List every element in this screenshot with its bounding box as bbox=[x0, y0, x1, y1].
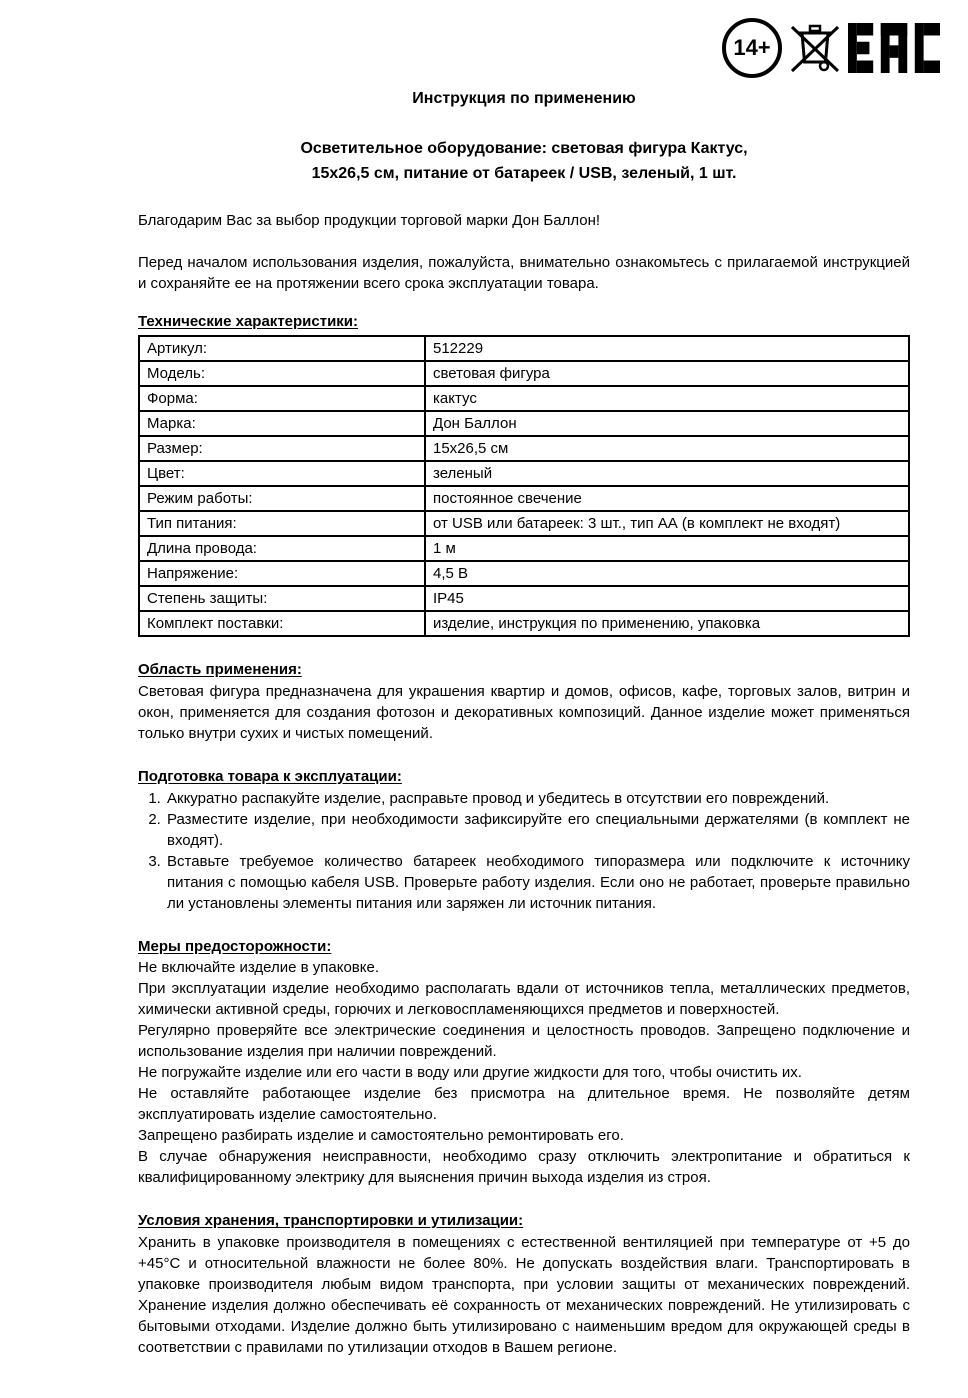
product-subtitle-line1: Осветительное оборудование: световая фигура Кактус, bbox=[300, 140, 748, 157]
spec-label: Размер: bbox=[139, 436, 425, 461]
spec-label: Напряжение: bbox=[139, 561, 425, 586]
document-title: Инструкция по применению bbox=[412, 90, 636, 107]
spec-row-model bbox=[139, 361, 909, 386]
spec-value: изделие, инструкция по применению, упаковка bbox=[425, 611, 909, 636]
age-14-plus-icon bbox=[722, 18, 782, 78]
spec-label: Режим работы: bbox=[139, 486, 425, 511]
preparation-step: 3. Вставьте требуемое количество батареек необходимого типоразмера или подключите к источнику питания с помощью кабеля USB. Проверьте работу изделия. Если оно не работает, проверьте правильно ли установлены элементы питания или заряжен ли источник питания. bbox=[165, 851, 910, 914]
spec-row-cord-length bbox=[139, 536, 909, 561]
spec-row-color bbox=[139, 461, 909, 486]
spec-value: 1 м bbox=[425, 536, 909, 561]
spec-row-voltage bbox=[139, 561, 909, 586]
spec-label: Степень защиты: bbox=[139, 586, 425, 611]
spec-label: Марка: bbox=[139, 411, 425, 436]
age-rating-text: 14+ bbox=[733, 35, 771, 60]
spec-row-size bbox=[139, 436, 909, 461]
spec-row-package bbox=[139, 611, 909, 636]
precaution-paragraph: Не погружайте изделие или его части в воду или другие жидкости для того, чтобы очистить их. bbox=[138, 1064, 802, 1081]
precaution-paragraph: При эксплуатации изделие необходимо располагать вдали от источников тепла, металлических предметов, химически активной среды, горючих и легковоспламеняющихся предметов и поверхностей. bbox=[138, 980, 910, 1018]
spec-value: кактус bbox=[425, 386, 909, 411]
document-body bbox=[138, 210, 910, 1358]
spec-label: Длина провода: bbox=[139, 536, 425, 561]
preparation-steps-list bbox=[138, 788, 910, 914]
spec-label: Артикул: bbox=[139, 336, 425, 361]
spec-label: Комплект поставки: bbox=[139, 611, 425, 636]
spec-value: IP45 bbox=[425, 586, 909, 611]
spec-value: постоянное свечение bbox=[425, 486, 909, 511]
spec-label: Модель: bbox=[139, 361, 425, 386]
preparation-heading: Подготовка товара к эксплуатации: bbox=[138, 768, 402, 785]
preparation-step: 1. Аккуратно распакуйте изделие, расправьте провод и убедитесь в отсутствии его повреждений. bbox=[165, 788, 910, 809]
storage-body: Хранить в упаковке производителя в помещениях с естественной вентиляцией при температуре от +5 до +45°С и относительной влажности не более 80%. Не допускать воздействия влаги. Транспортировать в упаковке производителя любым видом транспорта, при условии защиты от механических повреждений. Хранение изделия должно обеспечивать её сохранность от механических повреждений. Не утилизировать с бытовыми отходами. Изделие должно быть утилизировано с наименьшим вредом для окружающей среды в соответствии с правилами по утилизации отходов в Вашем регионе. bbox=[138, 1234, 910, 1356]
certification-badges bbox=[722, 18, 940, 78]
spec-row-protection bbox=[139, 586, 909, 611]
precaution-paragraph: Не включайте изделие в упаковке. bbox=[138, 959, 380, 976]
product-subtitle bbox=[138, 136, 910, 186]
specs-heading: Технические характеристики: bbox=[138, 313, 359, 330]
spec-label: Форма: bbox=[139, 386, 425, 411]
eac-mark-icon bbox=[848, 23, 940, 73]
intro-thanks-paragraph: Благодарим Вас за выбор продукции торговой марки Дон Баллон! bbox=[138, 212, 601, 229]
spec-value: 512229 bbox=[425, 336, 909, 361]
preparation-step: 2. Разместите изделие, при необходимости зафиксируйте его специальными держателями (в комплект не входят). bbox=[165, 809, 910, 851]
precautions-heading: Меры предосторожности: bbox=[138, 938, 332, 955]
spec-label: Цвет: bbox=[139, 461, 425, 486]
product-subtitle-line2: 15х26,5 см, питание от батареек / USB, зеленый, 1 шт. bbox=[311, 165, 737, 182]
spec-row-shape bbox=[139, 386, 909, 411]
storage-heading: Условия хранения, транспортировки и утилизации: bbox=[138, 1212, 524, 1229]
precaution-paragraph: Регулярно проверяйте все электрические соединения и целостность проводов. Запрещено подключение и использование изделия при наличии повреждений. bbox=[138, 1022, 910, 1060]
spec-value: зеленый bbox=[425, 461, 909, 486]
application-body: Световая фигура предназначена для украшения квартир и домов, офисов, кафе, торговых залов, витрин и окон, применяется для создания фотозон и декоративных композиций. Данное изделие может применяться только внутри сухих и чистых помещений. bbox=[138, 683, 910, 742]
spec-row-power-type bbox=[139, 511, 909, 536]
spec-value: 15х26,5 см bbox=[425, 436, 909, 461]
spec-label: Тип питания: bbox=[139, 511, 425, 536]
application-heading: Область применения: bbox=[138, 661, 302, 678]
precaution-paragraph: Запрещено разбирать изделие и самостоятельно ремонтировать его. bbox=[138, 1127, 624, 1144]
spec-value: от USB или батареек: 3 шт., тип АА (в комплект не входят) bbox=[425, 511, 909, 536]
spec-row-mode bbox=[139, 486, 909, 511]
spec-value: 4,5 В bbox=[425, 561, 909, 586]
weee-crossed-bin-icon bbox=[790, 20, 840, 76]
spec-row-brand bbox=[139, 411, 909, 436]
precaution-paragraph: В случае обнаружения неисправности, необходимо сразу отключить электропитание и обратиться к квалифицированному электрику для выяснения причин выхода изделия из строя. bbox=[138, 1148, 910, 1186]
spec-value: световая фигура bbox=[425, 361, 909, 386]
spec-row-article bbox=[139, 336, 909, 361]
spec-value: Дон Баллон bbox=[425, 411, 909, 436]
precaution-paragraph: Не оставляйте работающее изделие без присмотра на длительное время. Не позволяйте детям эксплуатировать изделие самостоятельно. bbox=[138, 1085, 910, 1123]
specs-table bbox=[138, 335, 910, 637]
intro-read-paragraph: Перед началом использования изделия, пожалуйста, внимательно ознакомьтесь с прилагаемой инструкцией и сохраняйте ее на протяжении всего срока эксплуатации товара. bbox=[138, 254, 910, 292]
